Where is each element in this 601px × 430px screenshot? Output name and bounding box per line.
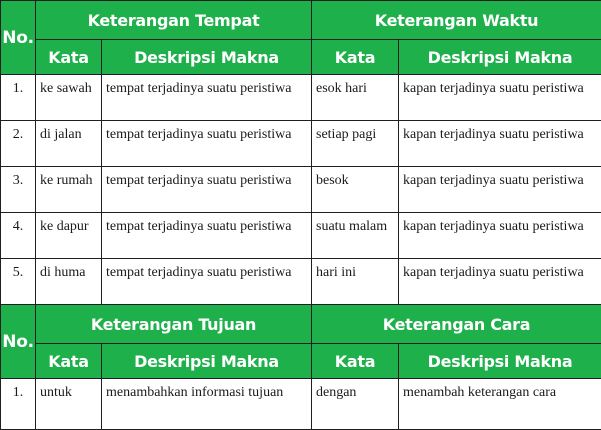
deskripsi-cell: menambahkan informasi tujuan (102, 379, 312, 430)
keterangan-tempat-header: Keterangan Tempat (36, 1, 312, 40)
deskripsi-cell: menambah keterangan cara (399, 379, 601, 430)
kata-header: Kata (36, 344, 102, 379)
row-number: 4. (1, 213, 36, 259)
row-number: 5. (1, 259, 36, 305)
table-row (1, 379, 601, 430)
table-row (1, 213, 601, 259)
table-row (1, 259, 601, 305)
table-row (1, 121, 601, 167)
kata-cell: esok hari (312, 75, 399, 121)
deskripsi-makna-header: Deskripsi Makna (399, 40, 601, 75)
kata-cell: dengan (312, 379, 399, 430)
deskripsi-makna-header: Deskripsi Makna (102, 344, 312, 379)
deskripsi-makna-header: Deskripsi Makna (399, 344, 601, 379)
deskripsi-cell: kapan terjadinya suatu peristiwa (399, 259, 601, 305)
section1-header-row (1, 1, 601, 40)
kata-header: Kata (312, 344, 399, 379)
no-header: No. (1, 1, 36, 75)
section2-header-row (1, 305, 601, 344)
deskripsi-cell: kapan terjadinya suatu peristiwa (399, 213, 601, 259)
table-row (1, 75, 601, 121)
row-number: 1. (1, 75, 36, 121)
keterangan-tujuan-header: Keterangan Tujuan (36, 305, 312, 344)
kata-cell: besok (312, 167, 399, 213)
row-number: 3. (1, 167, 36, 213)
kata-cell: untuk (36, 379, 102, 430)
kata-cell: di huma (36, 259, 102, 305)
row-number: 1. (1, 379, 36, 430)
kata-cell: di jalan (36, 121, 102, 167)
deskripsi-cell: kapan terjadinya suatu peristiwa (399, 121, 601, 167)
deskripsi-makna-header: Deskripsi Makna (102, 40, 312, 75)
deskripsi-cell: tempat terjadinya suatu peristiwa (102, 213, 312, 259)
keterangan-waktu-header: Keterangan Waktu (312, 1, 601, 40)
keterangan-cara-header: Keterangan Cara (312, 305, 601, 344)
kata-cell: ke dapur (36, 213, 102, 259)
section1-subheader-row (1, 40, 601, 75)
kata-cell: suatu malam (312, 213, 399, 259)
deskripsi-cell: kapan terjadinya suatu peristiwa (399, 167, 601, 213)
kata-header: Kata (312, 40, 399, 75)
kata-cell: hari ini (312, 259, 399, 305)
kata-cell: ke rumah (36, 167, 102, 213)
deskripsi-cell: tempat terjadinya suatu peristiwa (102, 121, 312, 167)
deskripsi-cell: kapan terjadinya suatu peristiwa (399, 75, 601, 121)
deskripsi-cell: tempat terjadinya suatu peristiwa (102, 75, 312, 121)
row-number: 2. (1, 121, 36, 167)
kata-header: Kata (36, 40, 102, 75)
kata-cell: ke sawah (36, 75, 102, 121)
section2-subheader-row (1, 344, 601, 379)
table-row (1, 167, 601, 213)
no-header: No. (1, 305, 36, 379)
deskripsi-cell: tempat terjadinya suatu peristiwa (102, 167, 312, 213)
deskripsi-cell: tempat terjadinya suatu peristiwa (102, 259, 312, 305)
kata-cell: setiap pagi (312, 121, 399, 167)
